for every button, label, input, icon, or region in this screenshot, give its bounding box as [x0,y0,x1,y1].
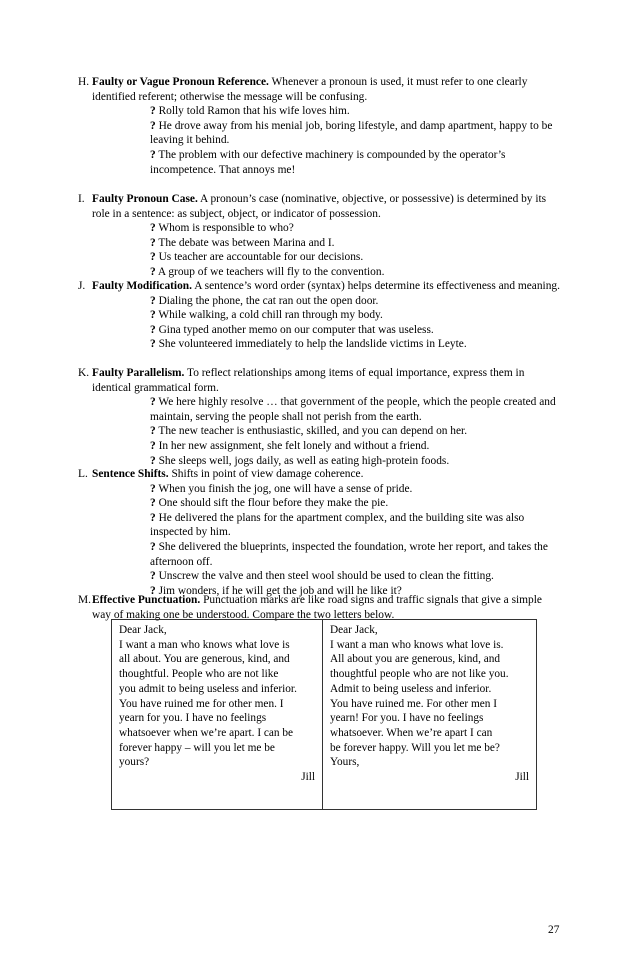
section-letter: M. [78,594,91,606]
example-item [78,250,562,265]
letters-comparison-table [111,619,537,810]
letter-line: whatsoever when we’re apart. I can be [119,726,294,739]
section-h [78,75,562,177]
section-intro: Shifts in point of view damage coherence. [171,468,364,480]
example-item [78,569,562,584]
section-title: Faulty Pronoun Case. [92,193,198,205]
example-item [78,454,562,469]
example-text: The debate was between Marina and I. [158,236,335,249]
section-heading [78,366,562,395]
example-item [78,323,562,338]
page-number: 27 [548,924,560,936]
example-text: Dialing the phone, the cat ran out the open door. [158,294,379,307]
section-letter: I. [78,193,85,205]
example-text: While walking, a cold chill ran through my body. [158,309,383,322]
example-item [78,308,562,323]
example-item [78,104,562,119]
example-text: Us teacher are accountable for our decisions. [158,251,364,264]
example-text: She delivered the blueprints, inspected the foundation, wrote her report, and takes the afternoon off. [150,540,548,568]
letter-line: you admit to being useless and inferior. [119,682,297,695]
section-letter: K. [78,367,90,379]
letter-line: thoughtful. People who are not like [119,668,279,681]
example-text: Gina typed another memo on our computer that was useless. [158,323,434,336]
example-text: We here highly resolve … that government of the people, which the people created and maintain, serving the people shall not perish from the earth. [150,396,556,423]
question-bullet: ? [150,148,156,161]
section-intro: Punctuation marks are like road signs and traffic signals that give a simple way of making one be understood. Compare the two letters below. [92,594,542,621]
example-text: One should sift the flour before they make the pie. [158,497,389,510]
example-text: Whom is responsible to who? [158,222,294,235]
question-bullet: ? [150,511,156,524]
question-bullet: ? [150,119,156,132]
example-text: A group of we teachers will fly to the convention. [157,265,385,278]
question-bullet: ? [150,105,156,118]
question-bullet: ? [150,396,156,409]
section-heading [78,467,562,482]
section-letter: L. [78,468,88,480]
question-bullet: ? [150,584,156,597]
example-item [78,119,562,148]
question-bullet: ? [150,251,156,264]
section-intro: Whenever a pronoun is used, it must refer to one clearly identified referent; otherwise the message will be confusing. [92,76,528,103]
letter-line: Yours, [330,756,360,769]
letter-line: All about you are generous, kind, and [330,653,501,666]
question-bullet: ? [150,425,156,438]
example-item [78,496,562,511]
question-bullet: ? [150,482,156,495]
example-item [78,540,562,569]
letter-line: forever happy – will you let me be [119,741,275,754]
example-item [78,148,562,177]
example-item [78,221,562,236]
question-bullet: ? [150,294,156,307]
letter-line: You have ruined me for other men. I [119,697,284,710]
section-intro: A pronoun’s case (nominative, objective, or possessive) is determined by its role in a sentence: as subject, object, or indicator of possession. [92,193,547,220]
example-item [78,337,562,352]
section-i [78,192,562,280]
question-bullet: ? [150,323,156,336]
example-text: The problem with our defective machinery is compounded by the operator’s incompetence. That annoys me! [150,148,506,176]
letter-line: Admit to being useless and inferior. [330,682,492,695]
letter-line: You have ruined me. For other men I [330,697,498,710]
letter-line: yearn for you. I have no feelings [119,712,267,725]
section-title: Faulty Modification. [92,280,192,292]
question-bullet: ? [150,265,156,278]
example-item [78,294,562,309]
example-text: She volunteered immediately to help the landslide victims in Leyte. [158,338,467,351]
letter-line: I want a man who knows what love is [119,638,290,651]
letter-line: thoughtful people who are not like you. [330,668,509,681]
letter-line: Dear Jack, [330,624,378,636]
letter-right [323,620,536,809]
letter-signature: Jill [301,771,315,784]
example-item [78,424,562,439]
question-bullet: ? [150,439,156,452]
example-text: The new teacher is enthusiastic, skilled, and you can depend on her. [158,425,468,438]
example-item [78,511,562,540]
section-j [78,279,562,352]
question-bullet: ? [150,236,156,249]
letter-line: yearn! For you. I have no feelings [330,712,484,725]
example-text: Rolly told Ramon that his wife loves him. [158,105,350,118]
letter-line: Dear Jack, [119,624,167,636]
example-text: He delivered the plans for the apartment complex, and the building site was also inspected by him. [150,511,525,539]
question-bullet: ? [150,497,156,510]
section-intro: A sentence’s word order (syntax) helps determine its effectiveness and meaning. [194,280,560,292]
section-letter: J. [78,280,86,292]
section-k [78,366,562,468]
letter-line: all about. You are generous, kind, and [119,653,290,666]
section-m [78,593,562,622]
section-letter: H. [78,76,90,88]
question-bullet: ? [150,309,156,322]
example-item [78,395,562,424]
example-text: She sleeps well, jogs daily, as well as eating high-protein foods. [158,454,450,467]
section-heading [78,192,562,221]
section-heading [78,75,562,104]
letter-line: I want a man who knows what love is. [330,638,504,651]
letter-line: yours? [119,756,150,769]
letter-line: whatsoever. When we’re apart I can [330,726,493,739]
example-item [78,482,562,497]
example-item [78,236,562,251]
section-l [78,467,562,598]
section-heading [78,593,562,622]
example-text: In her new assignment, she felt lonely and without a friend. [158,439,430,452]
question-bullet: ? [150,570,156,583]
letter-left [112,620,323,809]
question-bullet: ? [150,540,156,553]
question-bullet: ? [150,222,156,235]
section-heading [78,279,562,294]
section-intro: To reflect relationships among items of equal importance, express them in identical grammatical form. [92,367,525,394]
example-item [78,439,562,454]
section-title: Faulty or Vague Pronoun Reference. [92,76,269,88]
question-bullet: ? [150,338,156,351]
example-text: Unscrew the valve and then steel wool should be used to clean the fitting. [158,570,494,583]
example-item [78,265,562,280]
section-title: Sentence Shifts. [92,468,169,480]
example-text: When you finish the jog, one will have a sense of pride. [158,482,413,495]
example-text: He drove away from his menial job, boring lifestyle, and damp apartment, happy to be leaving it behind. [150,119,553,147]
letter-line: be forever happy. Will you let me be? [330,741,500,754]
example-text: Jim wonders, if he will get the job and will he like it? [158,584,402,597]
letter-signature: Jill [515,771,529,784]
section-title: Faulty Parallelism. [92,367,185,379]
section-title: Effective Punctuation. [92,594,201,606]
question-bullet: ? [150,454,156,467]
